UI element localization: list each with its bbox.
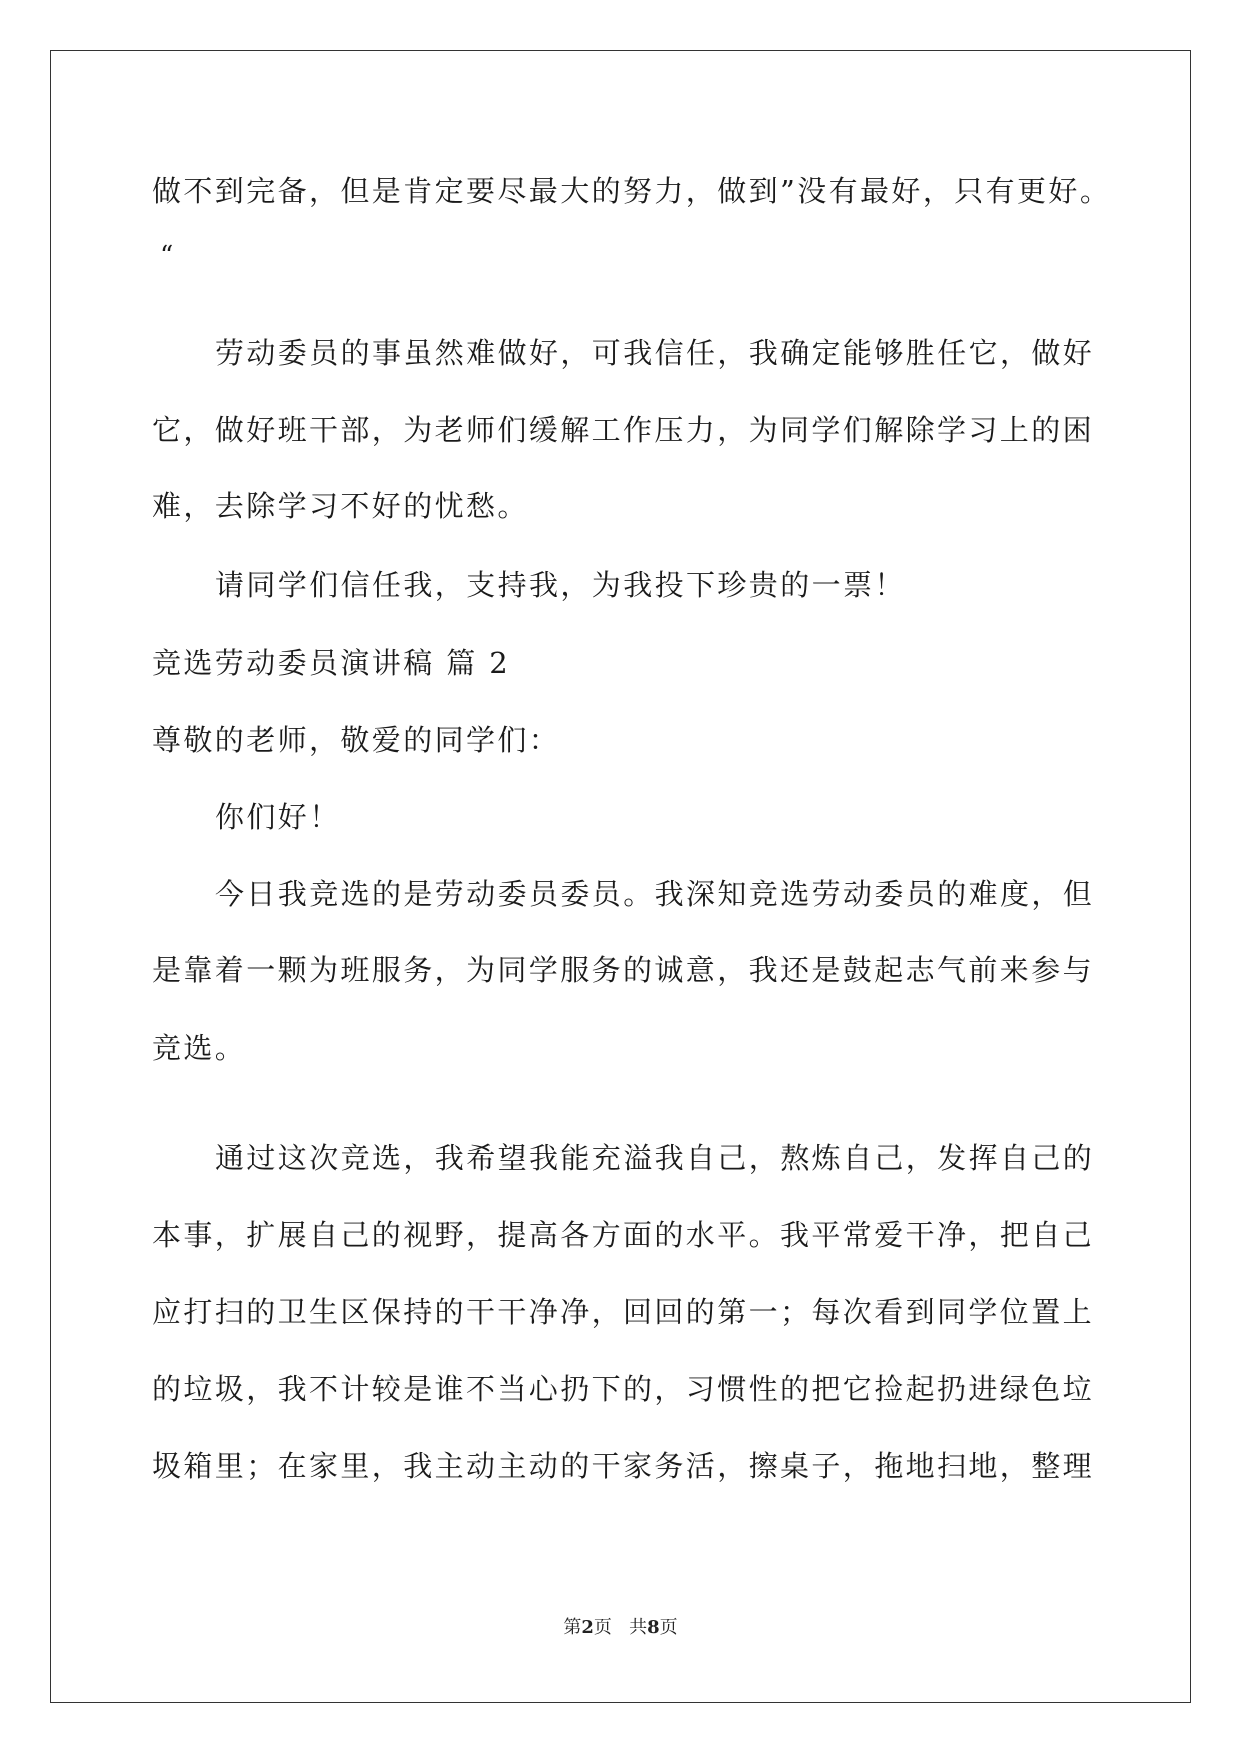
salutation: 尊敬的老师，敬爱的同学们： <box>152 723 561 757</box>
page-number: 2 <box>581 1617 594 1638</box>
body-text-line: 通过这次竞选，我希望我能充溢我自己，熬炼自己，发挥自己的 <box>215 1141 1095 1175</box>
page-suffix: 页 <box>593 1617 612 1638</box>
body-text-line: 的垃圾，我不计较是谁不当心扔下的，习惯性的把它捡起扔进绿色垃 <box>152 1372 1095 1406</box>
page-prefix: 第 <box>563 1617 582 1638</box>
body-text-line: 是靠着一颗为班服务，为同学服务的诚意，我还是鼓起志气前来参与 <box>152 953 1095 987</box>
body-text-line: “ <box>160 241 176 271</box>
body-text-line: 应打扫的卫生区保持的干干净净，回回的第一；每次看到同学位置上 <box>152 1295 1095 1329</box>
body-text-line: 难，去除学习不好的忧愁。 <box>152 489 529 523</box>
greeting: 你们好！ <box>215 800 341 834</box>
body-text-line: 做不到完备，但是肯定要尽最大的努力，做到”没有最好，只有更好。 <box>152 174 1112 208</box>
page-footer <box>0 1617 1241 1639</box>
body-text-line: 本事，扩展自己的视野，提高各方面的水平。我平常爱干净，把自己 <box>152 1218 1095 1252</box>
total-pages: 8 <box>647 1617 660 1638</box>
body-text-line: 请同学们信任我，支持我，为我投下珍贵的一票！ <box>215 568 906 602</box>
body-text-line: 今日我竞选的是劳动委员委员。我深知竞选劳动委员的难度，但 <box>215 877 1095 911</box>
section-heading: 竞选劳动委员演讲稿 篇 2 <box>152 646 511 680</box>
body-text-line: 劳动委员的事虽然难做好，可我信任，我确定能够胜任它，做好 <box>215 336 1095 370</box>
total-suffix: 页 <box>659 1617 678 1638</box>
body-text-line: 竞选。 <box>152 1031 247 1065</box>
body-text-line: 圾箱里；在家里，我主动主动的干家务活，擦桌子，拖地扫地，整理 <box>152 1449 1095 1483</box>
total-prefix: 共 <box>629 1617 648 1638</box>
body-text-line: 它，做好班干部，为老师们缓解工作压力，为同学们解除学习上的困 <box>152 413 1095 447</box>
